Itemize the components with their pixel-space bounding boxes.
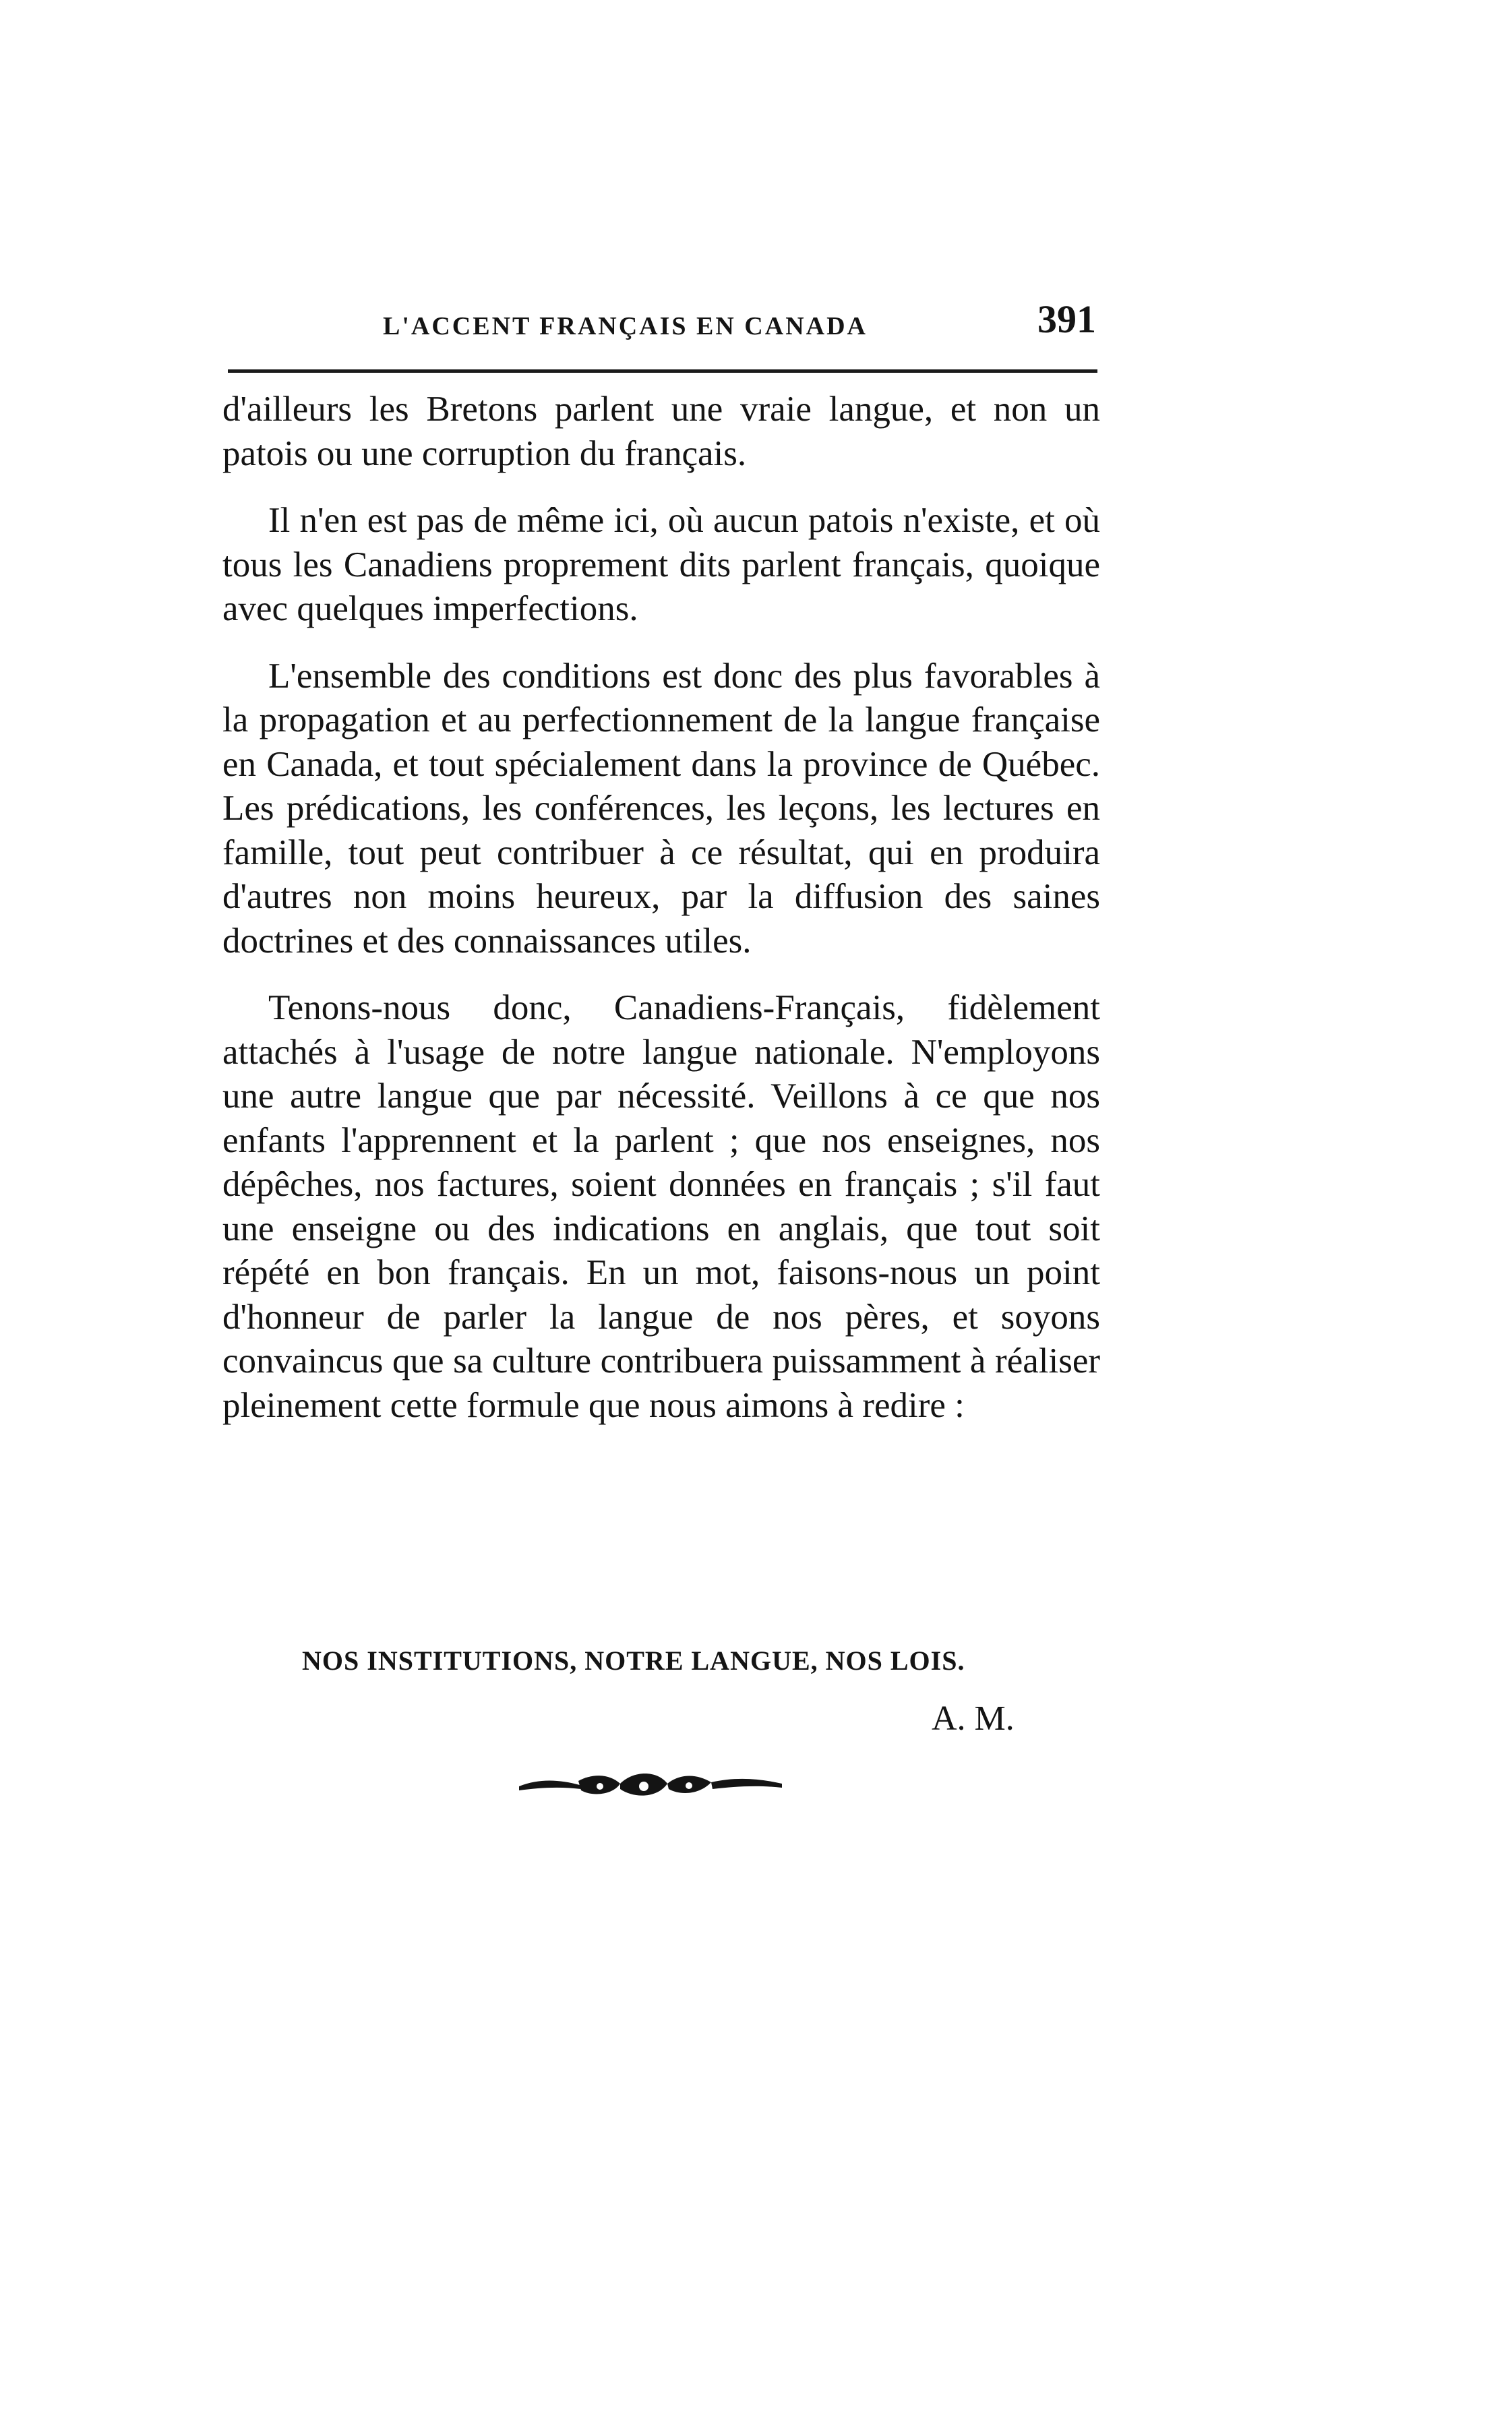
motto: NOS INSTITUTIONS, NOTRE LANGUE, NOS LOIS.	[302, 1645, 965, 1676]
paragraph-4: Tenons-nous donc, Canadiens-Français, fidèlement attachés à l'usage de notre langue nationale. N'employons une autre langue que par nécessité. Veillons à ce que nos enfants l'apprennent et la parlent ; que nos enseignes, nos dépêches, nos factures, soient données en français ; s'il faut une enseigne ou des indications en anglais, que tout soit répété en bon français. En un mot, faisons-nous un point d'honneur de parler la langue de nos pères, et soyons convaincus que sa culture contribuera puissamment à réaliser pleinement cette formule que nous aimons à redire :	[222, 988, 1100, 1425]
body-text	[222, 388, 1100, 1451]
paragraph-2: Il n'en est pas de même ici, où aucun patois n'existe, et où tous les Canadiens proprement dits parlent français, quoique avec quelques imperfections.	[222, 501, 1100, 628]
page-number: 391	[1037, 297, 1096, 341]
author-signature: A. M.	[932, 1699, 1015, 1738]
header-rule	[228, 369, 1097, 373]
running-title: L'ACCENT FRANÇAIS EN CANADA	[383, 312, 868, 340]
tailpiece-ornament-icon	[519, 1766, 782, 1807]
page-header	[228, 297, 1101, 351]
paragraph-3: L'ensemble des conditions est donc des plus favorables à la propagation et au perfectionnement de la langue française en Canada, et tout spécialement dans la province de Québec. Les prédications, les conférences, les leçons, les lectures en famille, tout peut contribuer à ce résultat, qui en produira d'autres non moins heureux, par la diffusion des saines doctrines et des connaissances utiles.	[222, 656, 1100, 961]
paragraph-1: d'ailleurs les Bretons parlent une vraie langue, et non un patois ou une corruption du français.	[222, 390, 1100, 473]
